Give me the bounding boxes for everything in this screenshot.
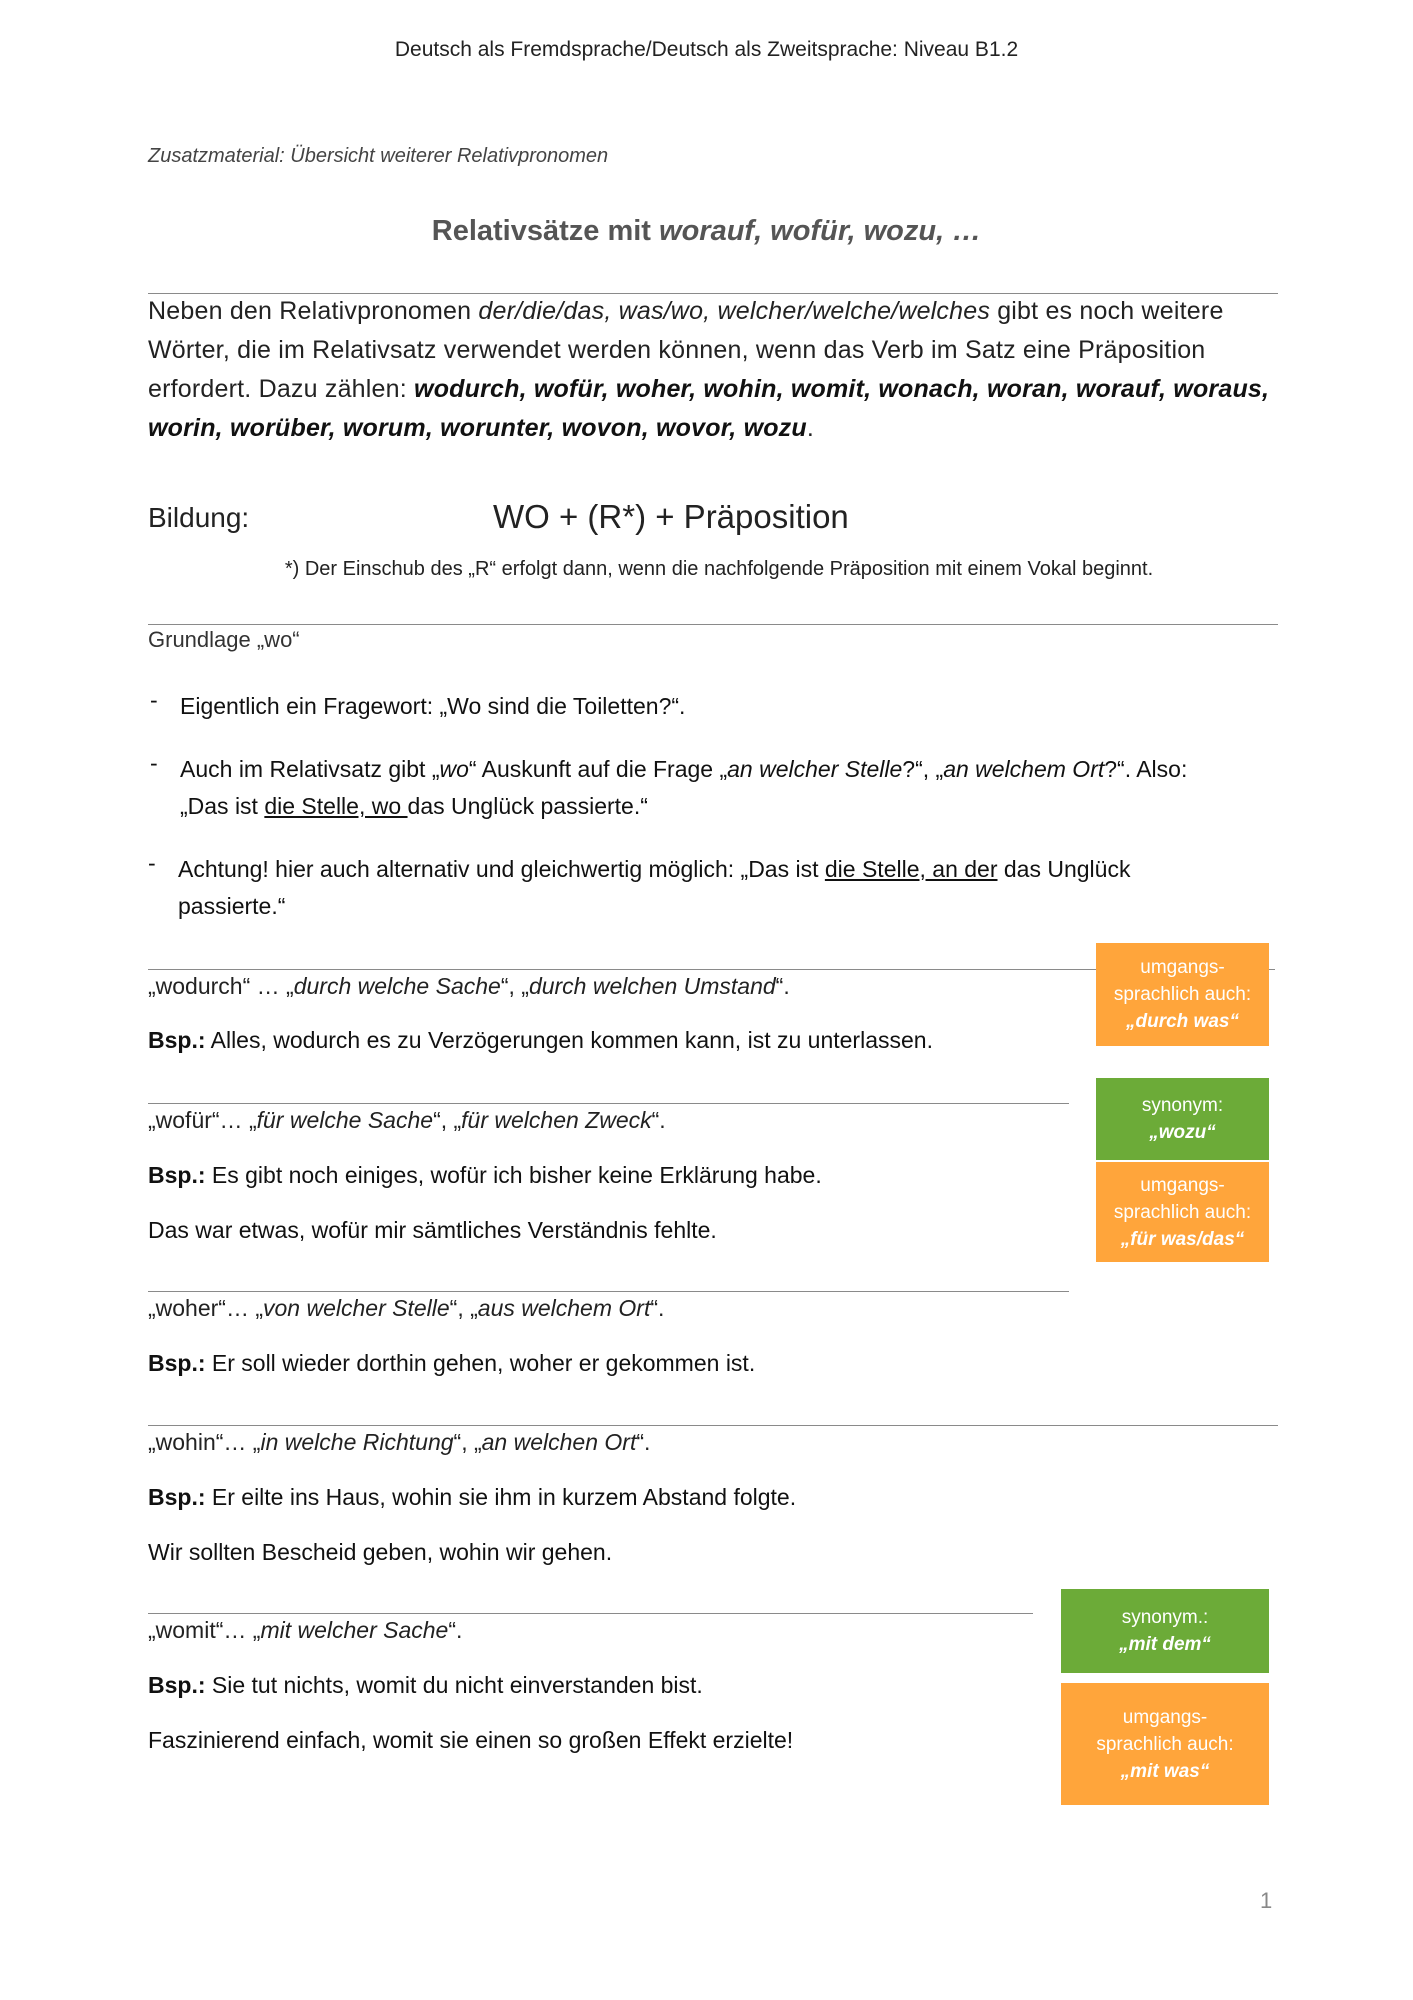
- entry-sep: “, „: [500, 973, 529, 999]
- entry-wofuer: [148, 1107, 666, 1134]
- bullet-line: [178, 888, 1278, 925]
- bullet-text: das Unglück: [997, 856, 1131, 882]
- example-text: Er eilte ins Haus, wohin sie ihm in kurzem Abstand folgte.: [205, 1484, 797, 1510]
- synonym-box: [1096, 1078, 1269, 1160]
- example-sentence: Das war etwas, wofür mir sämtliches Verständnis fehlte.: [148, 1217, 717, 1243]
- example-label: Bsp.:: [148, 1027, 206, 1053]
- intro-text-2: gibt es noch weitere Wörter, die im Relativsatz verwendet werden können, wenn das Verb im Satz eine Präposition erfordert. Dazu zählen:: [148, 297, 1224, 403]
- divider: [148, 624, 1278, 625]
- example-sentence: [148, 1350, 755, 1377]
- intro-paragraph: [148, 292, 1278, 448]
- entry-sep: “, „: [433, 1107, 462, 1133]
- bullet-text: Auch im Relativsatz gibt „: [180, 756, 440, 782]
- entry-sep: “, „: [453, 1429, 482, 1455]
- box-keyword: „für was/das“: [1120, 1228, 1245, 1250]
- example-text: Sie tut nichts, womit du nicht einverstanden bist.: [205, 1672, 703, 1698]
- entry-end: “.: [448, 1617, 463, 1643]
- bullet-emph: wo: [439, 756, 469, 782]
- entry-meaning: in welche Richtung: [260, 1429, 454, 1455]
- title-plain: Relativsätze mit: [431, 215, 660, 247]
- example-sentence: [148, 1027, 933, 1054]
- example-text: Es gibt noch einiges, wofür ich bisher keine Erklärung habe.: [205, 1162, 822, 1188]
- example-sentence: [148, 1162, 822, 1189]
- entry-meaning: von welcher Stelle: [263, 1295, 450, 1321]
- box-keyword: „mit dem“: [1119, 1634, 1211, 1655]
- divider: [148, 1613, 1033, 1614]
- entry-wohin: [148, 1429, 650, 1456]
- intro-pronouns: der/die/das, was/wo, welcher/welche/welches: [478, 297, 991, 325]
- colloquial-box: [1061, 1683, 1269, 1805]
- box-text: synonym.:: [1121, 1607, 1209, 1628]
- entry-word: „woher“… „: [148, 1295, 264, 1321]
- entry-end: “.: [651, 1107, 666, 1133]
- bullet-line: [178, 851, 1278, 888]
- title-italic: worauf, wofür, wozu, …: [659, 215, 982, 247]
- entry-meaning: durch welche Sache: [293, 973, 501, 999]
- page-number: 1: [1260, 1888, 1273, 1913]
- entry-meaning: aus welchem Ort: [477, 1295, 651, 1321]
- entry-end: “.: [636, 1429, 651, 1455]
- bullet-text: “ Auskunft auf die Frage „: [468, 756, 728, 782]
- divider: [148, 1291, 1069, 1292]
- entry-meaning: für welchen Zweck: [461, 1107, 652, 1133]
- synonym-box: [1061, 1589, 1269, 1673]
- box-keyword: „durch was“: [1126, 1011, 1239, 1032]
- example-label: Bsp.:: [148, 1162, 206, 1188]
- page-header: Deutsch als Fremdsprache/Deutsch als Zweitsprache: Niveau B1.2: [394, 38, 1019, 61]
- divider: [148, 1425, 1278, 1426]
- bullet-item: [148, 850, 1278, 925]
- box-keyword: „wozu“: [1149, 1122, 1216, 1143]
- dash-marker: -: [150, 687, 158, 713]
- box-keyword: „mit was“: [1120, 1760, 1210, 1782]
- entry-word: „wodurch“ … „: [148, 973, 294, 999]
- bildung-footnote: *) Der Einschub des „R“ erfolgt dann, wenn die nachfolgende Präposition mit einem Vokal beginnt.: [284, 558, 1154, 580]
- divider: [148, 1103, 1069, 1104]
- bullet-text: passierte.“: [178, 893, 286, 919]
- bullet-underlined: die Stelle, an der: [824, 856, 998, 882]
- bullet-text: Achtung! hier auch alternativ und gleichwertig möglich: „Das ist: [178, 856, 825, 882]
- entry-meaning: für welche Sache: [256, 1107, 434, 1133]
- bullet-text: ?“. Also:: [1104, 756, 1188, 782]
- box-text: umgangs-: [1140, 1174, 1225, 1196]
- entry-word: „wohin“… „: [148, 1429, 261, 1455]
- box-text: sprachlich auch:: [1113, 984, 1252, 1005]
- example-label: Bsp.:: [148, 1672, 206, 1698]
- example-sentence: Wir sollten Bescheid geben, wohin wir gehen.: [148, 1539, 613, 1565]
- entry-meaning: durch welchen Umstand: [528, 973, 776, 999]
- entry-woher: [148, 1295, 664, 1322]
- page-title: [0, 215, 1413, 248]
- bullet-emph: an welcher Stelle: [727, 756, 903, 782]
- intro-word-list: wodurch, wofür, woher, wohin, womit, wonach, woran, worauf, woraus, worin, worüber, worum, worunter, wovon, wovor, wozu: [148, 375, 1270, 442]
- bullet-text: das Unglück passierte.“: [407, 793, 648, 819]
- bullet-underlined: die Stelle, wo: [264, 793, 408, 819]
- bullet-line: [180, 788, 1280, 825]
- subtitle: Zusatzmaterial: Übersicht weiterer Relativpronomen: [148, 145, 609, 167]
- entry-meaning: an welchen Ort: [481, 1429, 637, 1455]
- bullet-item: [150, 687, 686, 725]
- example-sentence: Faszinierend einfach, womit sie einen so großen Effekt erzielte!: [148, 1727, 794, 1753]
- entry-end: “.: [650, 1295, 665, 1321]
- dash-marker: -: [150, 750, 158, 776]
- entry-meaning: mit welcher Sache: [260, 1617, 449, 1643]
- box-text: sprachlich auch:: [1096, 1733, 1234, 1755]
- dash-marker: -: [148, 850, 156, 876]
- box-text: sprachlich auch:: [1113, 1201, 1252, 1223]
- bullet-text: „Das ist: [180, 793, 265, 819]
- bullet-text: Eigentlich ein Fragewort: „Wo sind die Toiletten?“.: [180, 693, 686, 719]
- intro-end: .: [806, 414, 815, 442]
- entry-sep: “, „: [449, 1295, 478, 1321]
- bullet-item: [150, 750, 1280, 825]
- grundlage-heading: Grundlage „wo“: [148, 627, 300, 652]
- entry-wodurch: [148, 973, 790, 1000]
- bullet-line: [180, 751, 1280, 788]
- box-text: synonym:: [1141, 1095, 1224, 1116]
- example-sentence: [148, 1484, 796, 1511]
- entry-end: “.: [775, 973, 790, 999]
- colloquial-box: [1096, 943, 1269, 1046]
- entry-womit: [148, 1617, 462, 1644]
- colloquial-box: [1096, 1162, 1269, 1262]
- bullet-text: ?“, „: [902, 756, 944, 782]
- bildung-label: Bildung:: [148, 502, 250, 533]
- intro-text-1: Neben den Relativpronomen: [148, 297, 479, 325]
- bullet-emph: an welchem Ort: [943, 756, 1105, 782]
- example-sentence: [148, 1672, 703, 1699]
- entry-word: „wofür“… „: [148, 1107, 257, 1133]
- example-text: Er soll wieder dorthin gehen, woher er gekommen ist.: [205, 1350, 756, 1376]
- example-label: Bsp.:: [148, 1350, 206, 1376]
- bildung-formula: WO + (R*) + Präposition: [493, 498, 849, 535]
- example-label: Bsp.:: [148, 1484, 206, 1510]
- box-text: umgangs-: [1140, 957, 1225, 978]
- entry-word: „womit“… „: [148, 1617, 261, 1643]
- example-text: Alles, wodurch es zu Verzögerungen kommen kann, ist zu unterlassen.: [205, 1027, 933, 1053]
- box-text: umgangs-: [1122, 1706, 1208, 1728]
